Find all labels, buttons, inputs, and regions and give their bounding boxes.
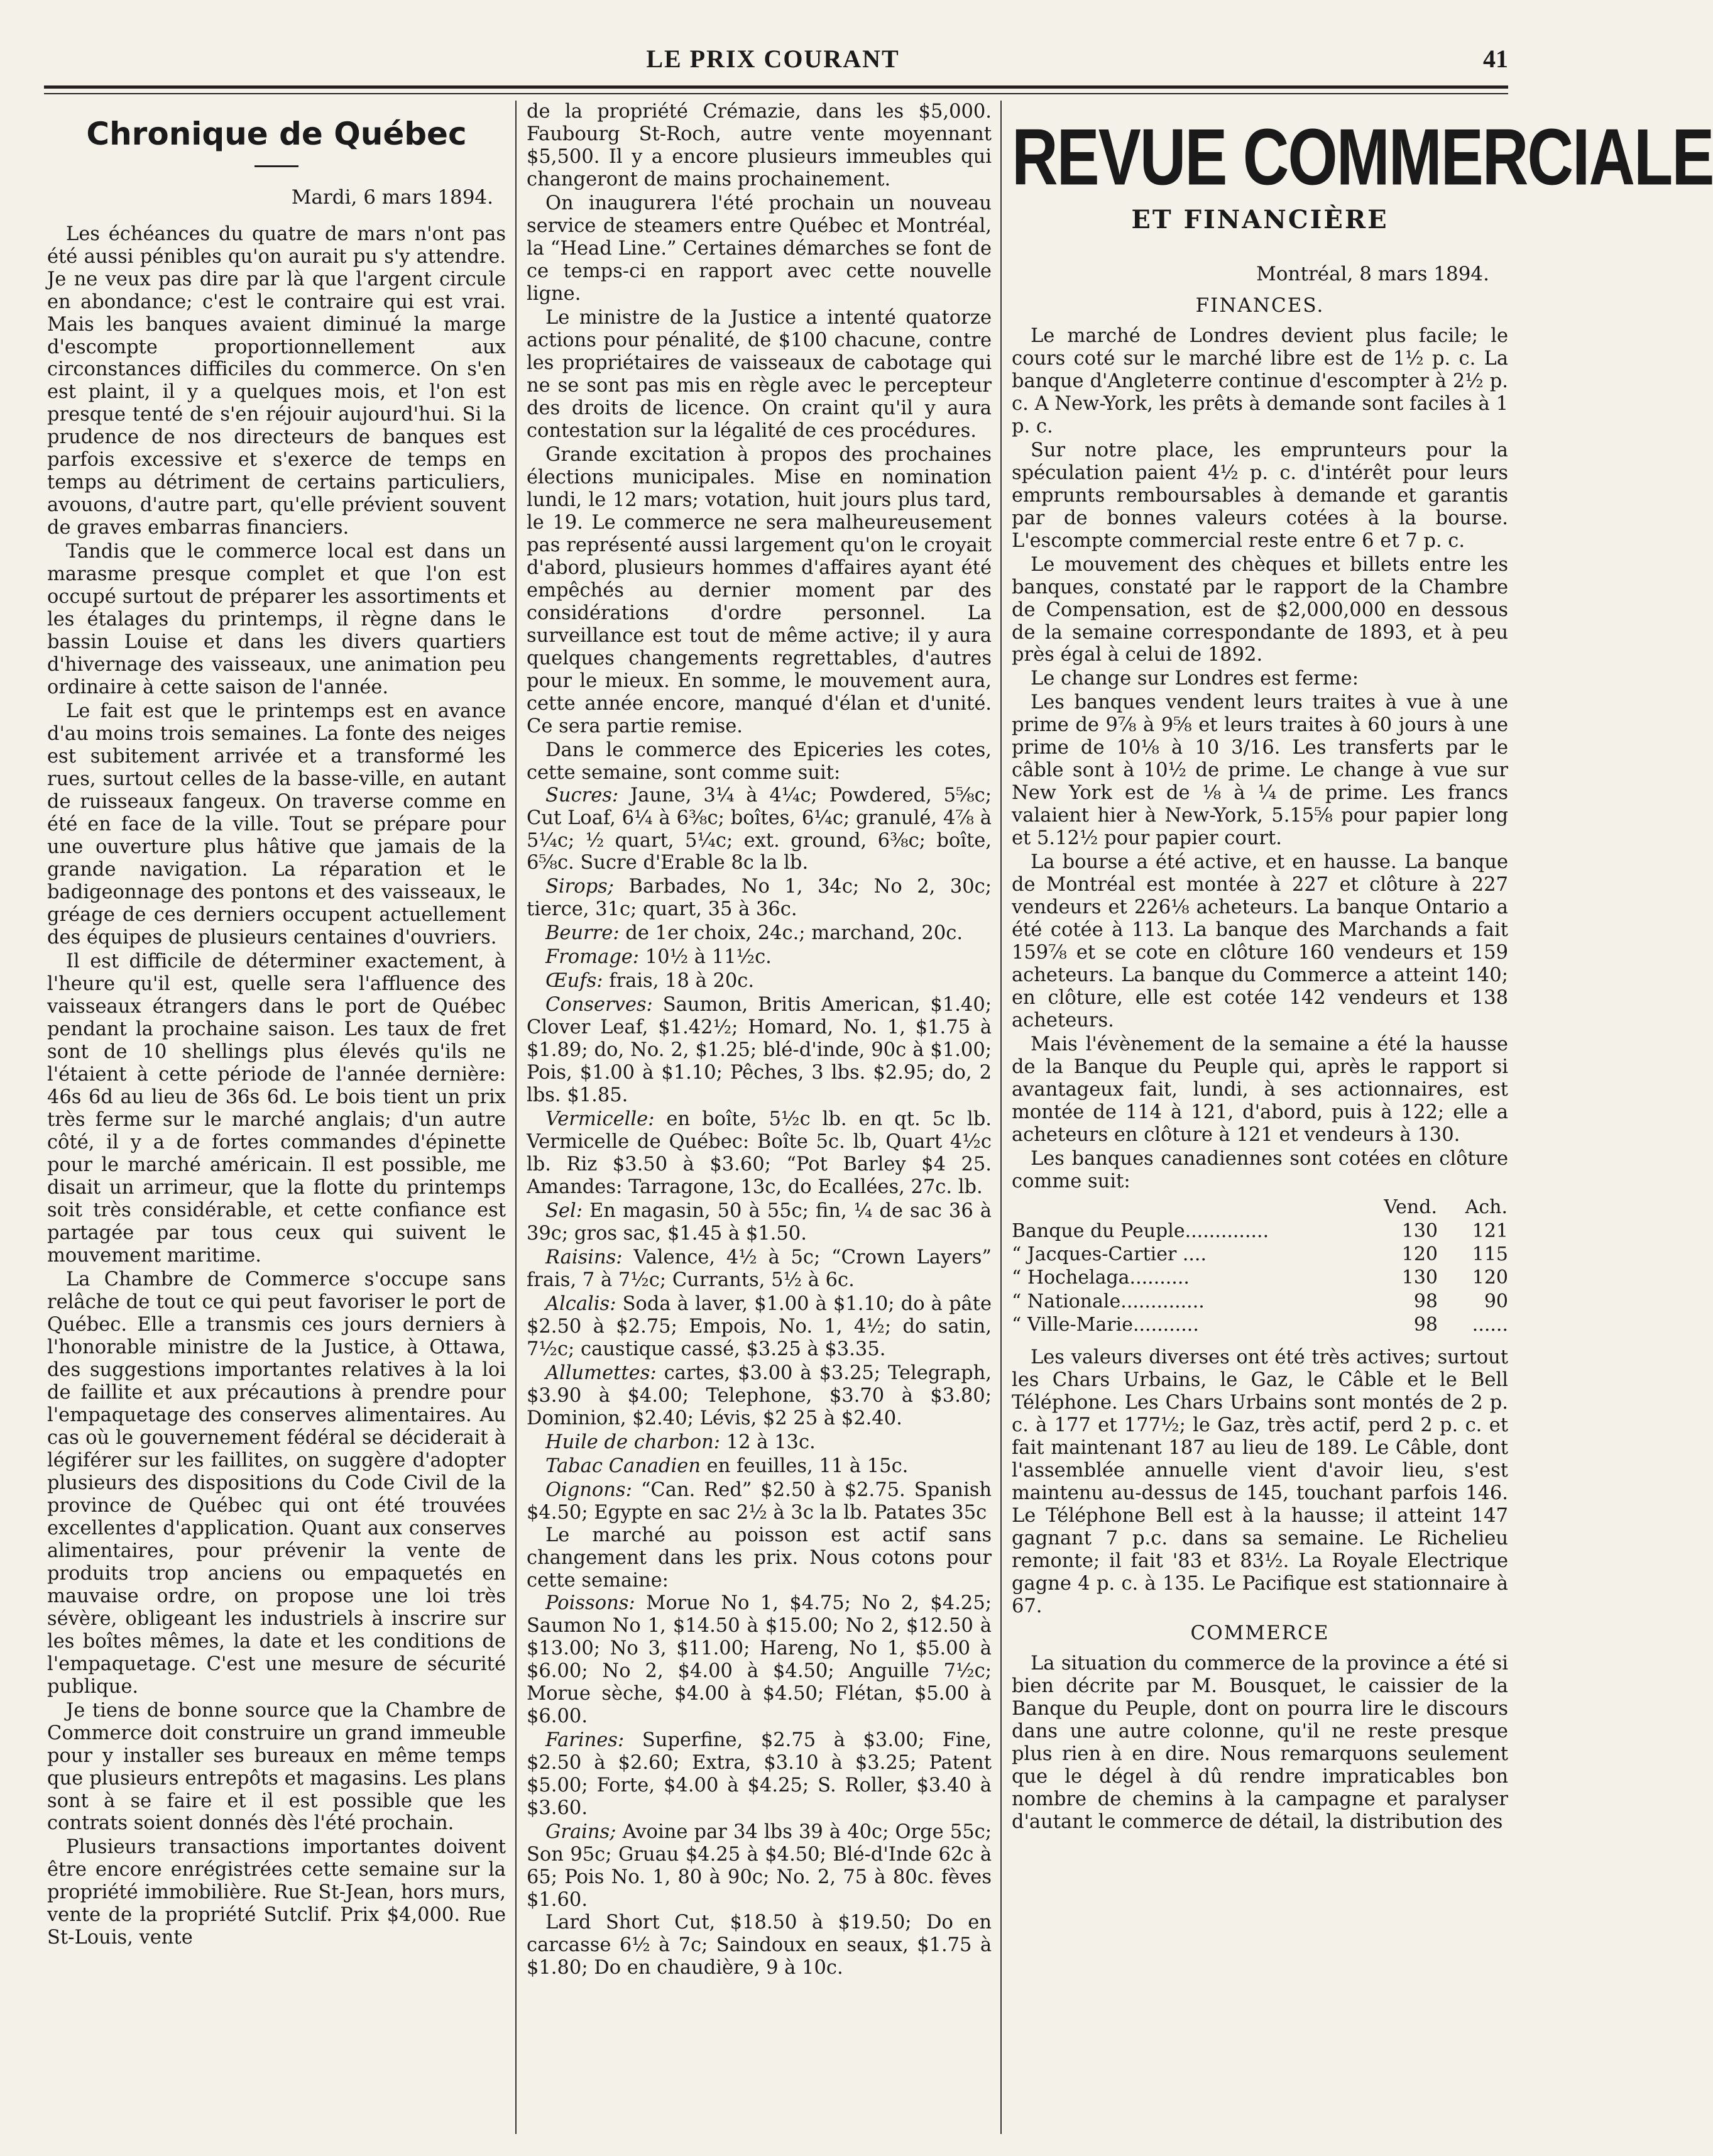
- price-entry-text: Avoine par 34 lbs 39 à 40c; Orge 55c; Son 95c; Gruau $4.25 à $4.50; Blé-d'Inde 62c à 65; Pois No. 1, 80 à 90c; No. 2, 75 à 80c. fèves $1.60.: [527, 1820, 992, 1911]
- header-rule-thin: [44, 93, 1508, 94]
- bank-ach: 121: [1472, 1219, 1508, 1242]
- price-entry: [527, 1592, 992, 1728]
- bank-vend: 98: [1413, 1314, 1438, 1336]
- bank-vend: 130: [1401, 1219, 1438, 1242]
- price-entry: [527, 994, 992, 1107]
- bank-quote-row: [1012, 1243, 1508, 1266]
- price-entry-label: Grains;: [545, 1820, 616, 1843]
- price-entry: [527, 1455, 992, 1478]
- price-entry: [527, 922, 992, 945]
- bank-ach: 120: [1472, 1267, 1508, 1289]
- revue-paragraph: Les banques canadiennes sont cotées en clôture comme suit:: [1012, 1148, 1508, 1193]
- revue-paragraph: La situation du commerce de la province a été si bien décrite par M. Bousquet, le caissier de la Banque du Peuple, dont on pourra lire le discours dans une autre colonne, qu'il ne reste presque plus rien à en dire. Nous remarquons seulement que le dégel à dû rendre impraticables bon nombre de chemins à la campagne et paralyser d'autant le commerce de détail, la distribution des: [1012, 1652, 1508, 1833]
- price-entry-text: de 1er choix, 24c.; marchand, 20c.: [619, 922, 963, 945]
- price-entry: [527, 970, 992, 993]
- bank-ach: 115: [1472, 1243, 1508, 1265]
- bank-vend: 98: [1413, 1290, 1438, 1312]
- price-entry-text: 10½ à 11½c.: [639, 946, 772, 969]
- price-entry-text: Jaune, 3¼ à 4¼c; Powdered, 5⅝c; Cut Loaf, 6¼ à 6⅜c; boîtes, 6¼c; granulé, 4⅞ à 5¼c; ½ quart, 5¼c; ext. ground, 6⅜c; boîte, 6⅝c. Sucre d'Erable 8c la lb.: [527, 784, 992, 874]
- revue-paragraph: Les banques vendent leurs traites à vue à une prime de 9⅞ à 9⅝ et leurs traites à 60 jours à une prime de 10⅛ à 10 3/16. Les transferts par le câble sont à 10½ de prime. Le change à vue sur New York est de ⅛ à ¼ de prime. Les francs valaient hier à New-York, 5.15⅝ pour papier long et 5.12½ pour papier court.: [1012, 691, 1508, 850]
- price-entry: [527, 1200, 992, 1245]
- price-entry: [527, 1293, 992, 1361]
- bank-quotes-body: [1012, 1219, 1508, 1337]
- revue-paragraph: Le change sur Londres est ferme:: [1031, 668, 1359, 690]
- revue-paragraph: La bourse a été active, et en hausse. La banque de Montréal est montée à 227 et clôture à 227 vendeurs et 226⅛ acheteurs. La banque Ontario a été cotée à 113. La banque des Marchands a fait 159⅞ et se cote en clôture 160 vendeurs et 159 acheteurs. La banque du Commerce a atteint 140; en clôture, elle est cotée 142 vendeurs et 138 acheteurs.: [1012, 851, 1508, 1032]
- bank-ach: 90: [1484, 1290, 1508, 1312]
- price-entry-label: Alcalis:: [545, 1293, 616, 1316]
- grocery-prices-list: [527, 784, 992, 1525]
- chronique-paragraph: Tandis que le commerce local est dans un marasme presque complet et que l'on est occupé surtout de préparer les assortiments et les étalages du printemps, il règne dans le bassin Louise et dans les divers quartiers d'hivernage des vaisseaux, une animation peu ordinaire à cette saison de l'année.: [47, 541, 506, 699]
- bank-name: Banque du Peuple..............: [1012, 1219, 1269, 1242]
- price-entry-text: Valence, 4½ à 5c; “Crown Layers” frais, 7 à 7½c; Currants, 5½ à 6c.: [527, 1246, 992, 1292]
- column-3: [1012, 101, 1713, 2134]
- price-entry-label: Sucres:: [545, 784, 619, 806]
- price-entry-label: Farines:: [545, 1729, 625, 1751]
- chronique-paragraph: Il est difficile de déterminer exactement, à l'heure qu'il est, quelle sera l'affluence des vaisseaux étrangers dans le port de Québec pendant la prochaine saison. Les taux de fret sont de 10 shellings plus élevés qu'ils ne l'étaient à cette période de l'année dernière: 46s 6d au lieu de 36s 6d. Le bois tient un prix très ferme sur le marché anglais; d'un autre côté, il y a de fortes commandes d'épinette pour le marché américain. Il est possible, me disait un arrimeur, que la flotte du printemps soit très considérable, et cette confiance est partagée par tous ceux qui suivent le mouvement maritime.: [47, 950, 506, 1267]
- page-header: [38, 38, 1508, 82]
- price-entry-text: en boîte, 5½c lb. en qt. 5c lb. Vermicelle de Québec: Boîte 5c. lb, Quart 4½c lb. Riz $3.50 à $3.60; “Pot Barley $4 25. Amandes: Tarragone, 13c, do Ecallées, 27c. lb.: [527, 1108, 992, 1199]
- bank-quotes-table: [1012, 1196, 1508, 1336]
- revue-date: Montréal, 8 mars 1894.: [1256, 262, 1489, 285]
- price-entry: [527, 1479, 992, 1524]
- chronique-paragraph: Dans le commerce des Epiceries les cotes, cette semaine, sont comme suit:: [527, 739, 992, 784]
- price-entry-label: Raisins:: [545, 1246, 623, 1269]
- price-entry-text: Morue No 1, $4.75; No 2, $4.25; Saumon No 1, $14.50 à $15.00; No 2, $12.50 à $13.00; No 3, $11.00; Hareng, No 1, $5.00 à $6.00; No 2, $4.00 à $4.50; Anguille 7½c; Morue sèche, $4.00 à $4.50; Flétan, $5.00 à $6.00.: [527, 1592, 992, 1727]
- price-entry: [527, 1362, 992, 1430]
- price-entry: [527, 1821, 992, 1911]
- finances-heading: FINANCES.: [1195, 294, 1325, 317]
- chronique-paragraph: Les échéances du quatre de mars n'ont pas été aussi pénibles qu'on aurait pu s'y attendre. Je ne veux pas dire par là que l'argent circule en abondance; c'est le contraire qui est vrai. Mais les banques avaient diminué la marge d'escompte proportionnellement aux circonstances difficiles du commerce. On s'en est plaint, il y a quelques mois, et l'on est presque tenté de s'en réjouir aujourd'hui. Si la prudence de nos directeurs de banques est parfois excessive et s'exerce de temps en temps au détriment de certains particuliers, avouons, d'autre part, qu'elle prévient souvent de graves embarras financiers.: [47, 223, 506, 539]
- price-entry: [527, 946, 992, 969]
- column-divider-1: [515, 101, 517, 2134]
- revue-paragraph: Sur notre place, les emprunteurs pour la spéculation paient 4½ p. c. d'intérêt pour leurs emprunts remboursables à demande et garantis par de bonnes valeurs cotées à la bourse. L'escompte commercial reste entre 6 et 7 p. c.: [1012, 439, 1508, 552]
- ach-header: Ach.: [1465, 1196, 1508, 1219]
- bank-name: “ Ville-Marie...........: [1012, 1314, 1199, 1336]
- chronique-paragraph: Grande excitation à propos des prochaines élections municipales. Mise en nomination lundi, le 12 mars; votation, huit jours plus tard, le 19. Le commerce ne sera malheureusement pas représenté aussi largement qu'on le croyait d'abord, plusieurs hommes d'affaires ayant été empêchés au dernier moment par des considérations d'ordre personnel. La surveillance est tout de même active; il y aura quelques changements regrettables, d'autres pour le mieux. En somme, le mouvement aura, cette année encore, manqué d'élan et d'unité. Ce sera partie remise.: [527, 443, 992, 737]
- price-entry-label: Beurre:: [545, 922, 620, 945]
- revue-paragraph: Mais l'évènement de la semaine a été la hausse de la Banque du Peuple qui, après le rapport si avantageux fait, lundi, à ses actionnaires, est montée de 114 à 121, d'abord, puis à 122; elle a acheteurs en clôture à 121 et vendeurs à 130.: [1012, 1033, 1508, 1147]
- price-entry: [527, 1431, 992, 1454]
- price-entry-text: 12 à 13c.: [720, 1431, 816, 1454]
- revue-paragraph: Le mouvement des chèques et billets entre les banques, constaté par le rapport de la Chambre de Compensation, est de $2,000,000 en dessous de la semaine correspondante de 1893, et à peu près égal à celui de 1892.: [1012, 553, 1508, 666]
- header-rule-thick: [44, 85, 1508, 89]
- price-entry-label: Conserves:: [545, 994, 653, 1016]
- price-entry-text: en feuilles, 11 à 15c.: [700, 1455, 909, 1478]
- price-entry-label: Poissons:: [545, 1592, 635, 1614]
- chronique-paragraph: Le marché au poisson est actif sans changement dans les prix. Nous cotons pour cette semaine:: [527, 1524, 992, 1592]
- price-entry-label: Fromage:: [545, 946, 640, 969]
- price-entry-label: Vermicelle:: [545, 1108, 655, 1131]
- price-entry-label: Sel:: [545, 1200, 583, 1223]
- chronique-paragraph: Je tiens de bonne source que la Chambre de Commerce doit construire un grand immeuble pour y installer ses bureaux en même temps que plusieurs entrepôts et magasins. Les plans sont à se faire et il est possible que les contrats soient donnés dès l'été prochain.: [47, 1699, 506, 1835]
- price-entry-label: Oignons:: [545, 1479, 632, 1502]
- bank-quote-row: [1012, 1266, 1508, 1289]
- chronique-date: Mardi, 6 mars 1894.: [291, 186, 493, 209]
- revue-paragraph: Le marché de Londres devient plus facile; le cours coté sur le marché libre est de 1½ p. c. La banque d'Angleterre continue d'escompter à 2½ p. c. A New-York, les prêts à demande sont faciles à 1 p. c.: [1012, 324, 1508, 437]
- price-entry-text: En magasin, 50 à 55c; fin, ¼ de sac 36 à 39c; gros sac, $1.45 à $1.50.: [527, 1200, 992, 1245]
- fish-prices-list: [527, 1592, 992, 1911]
- bank-ach: ......: [1472, 1314, 1508, 1336]
- price-entry-text: cartes, $3.00 à $3.25; Telegraph, $3.90 à $4.00; Telephone, $3.70 à $3.80; Dominion, $2.40; Lévis, $2 25 à $2.40.: [527, 1362, 992, 1430]
- price-entry-label: Huile de charbon:: [545, 1431, 721, 1454]
- chronique-title: Chronique de Québec: [86, 116, 467, 152]
- commerce-heading: COMMERCE: [1190, 1622, 1330, 1645]
- bank-vend: 130: [1401, 1267, 1438, 1289]
- bank-quotes-header: [1012, 1196, 1508, 1219]
- chronique-paragraph: Plusieurs transactions importantes doivent être encore enrégistrées cette semaine sur la propriété immobilière. Rue St-Jean, hors murs, vente de la propriété Sutclif. Prix $4,000. Rue St-Louis, vente: [47, 1836, 506, 1949]
- chronique-paragraph: Le fait est que le printemps est en avance d'au moins trois semaines. La fonte des neiges est subitement arrivée et a transformé les rues, surtout celles de la basse-ville, en autant de ruisseaux fangeux. On traverse comme en été en face de la ville. Tout se prépare pour une ouverture plus hâtive que jamais de la grande navigation. La réparation et le badigeonnage des pontons et des vaisseaux, le gréage de ces derniers occupent actuellement des équipes de plusieurs centaines d'ouvriers.: [47, 700, 506, 949]
- price-entry: [527, 876, 992, 921]
- price-entry-text: Saumon, Britis American, $1.40; Clover Leaf, $1.42½; Homard, No. 1, $1.75 à $1.89; do, No. 2, $1.25; blé-d'inde, 90c à $1.00; Pois, $1.00 à $1.10; Pêches, 3 lbs. $2.95; do, 2 lbs. $1.85.: [527, 994, 992, 1107]
- price-entry-label: Sirops;: [545, 876, 615, 898]
- price-entry-label: Tabac Canadien: [545, 1455, 701, 1478]
- price-entry: [527, 1246, 992, 1292]
- price-entry: [527, 1729, 992, 1820]
- price-entry-text: Barbades, No 1, 34c; No 2, 30c; tierce, 31c; quart, 35 à 36c.: [527, 876, 992, 921]
- column-2: [527, 101, 992, 2134]
- chronique-paragraph: de la propriété Crémazie, dans les $5,000. Faubourg St-Roch, autre vente moyennant $5,500. Il y a encore plusieurs immeubles qui changeront de mains prochainement.: [527, 101, 992, 190]
- chronique-paragraph: Le ministre de la Justice a intenté quatorze actions pour pénalité, de $100 chacune, contre les propriétaires de vaisseaux de cabotage qui ne se sont pas mis en règle avec le percepteur des droits de licence. On craint qu'il y aura contestation sur la légalité de ces procédures.: [527, 306, 992, 442]
- price-entry-text: Soda à laver, $1.00 à $1.10; do à pâte $2.50 à $2.75; Empois, No. 1, 4½; do satin, 7½c; caustique cassé, $3.25 à $3.35.: [527, 1293, 992, 1361]
- price-entry: [527, 784, 992, 875]
- vend-header: Vend.: [1384, 1196, 1437, 1219]
- chronique-paragraph: On inaugurera l'été prochain un nouveau service de steamers entre Québec et Montréal, la “Head Line.” Certaines démarches se font de ce temps-ci en rapport avec cette nouvelle ligne.: [527, 192, 992, 305]
- revue-title: REVUE COMMERCIALE: [1012, 112, 1713, 202]
- revue-subtitle: ET FINANCIÈRE: [1131, 205, 1389, 235]
- bank-vend: 120: [1401, 1243, 1438, 1265]
- bank-name: “ Hochelaga..........: [1012, 1267, 1190, 1289]
- price-entry-text: “Can. Red” $2.50 à $2.75. Spanish $4.50; Egypte en sac 2½ à 3c la lb. Patates 35c: [527, 1479, 992, 1524]
- page-number: 41: [1483, 45, 1508, 73]
- price-entry-text: Superfine, $2.75 à $3.00; Fine, $2.50 à $2.60; Extra, $3.10 à $3.25; Patent $5.00; Forte, $4.00 à $4.25; S. Roller, $3.40 à $3.60.: [527, 1729, 992, 1819]
- bank-name: “ Nationale..............: [1012, 1290, 1205, 1312]
- price-entry-label: Allumettes:: [545, 1362, 657, 1385]
- price-entry: [527, 1108, 992, 1199]
- column-1: [47, 101, 506, 2134]
- title-dash: [254, 165, 298, 167]
- bank-name: “ Jacques-Cartier ....: [1012, 1243, 1207, 1265]
- price-entry-label: Œufs:: [545, 970, 603, 993]
- bank-quote-row: [1012, 1290, 1508, 1313]
- chronique-paragraph: La Chambre de Commerce s'occupe sans relâche de tout ce qui peut favoriser le port de Québec. Elle a transmis ces jours derniers à l'honorable ministre de la Justice, à Ottawa, des suggestions importantes relatives à la loi de faillite et aux précautions à prendre pour l'empaquetage des conserves alimentaires. Au cas où le gouvernement fédéral se déciderait à légiférer sur les faillites, on suggère d'adopter plusieurs des dispositions du Code Civil de la province de Québec qui ont été trouvées excellentes d'application. Quant aux conserves alimentaires, pour prévenir la vente de produits trop anciens ou empaquetés en mauvaise ordre, on propose une loi très sévère, obligeant les industriels à inscrire sur les boîtes mêmes, la date et les conditions de l'empaquetage. C'est une mesure de sécurité publique.: [47, 1268, 506, 1698]
- bank-quote-row: [1012, 1219, 1508, 1243]
- column-divider-2: [1000, 101, 1002, 2134]
- bank-quote-row: [1012, 1313, 1508, 1336]
- chronique-paragraph: Lard Short Cut, $18.50 à $19.50; Do en carcasse 6½ à 7c; Saindoux en seaux, $1.75 à $1.80; Do en chaudière, 9 à 10c.: [527, 1911, 992, 1979]
- revue-paragraph: Les valeurs diverses ont été très actives; surtout les Chars Urbains, le Gaz, le Câble et le Bell Téléphone. Les Chars Urbains sont montés de 2 p. c. à 177 et 177½; le Gaz, très actif, perd 2 p. c. et fait maintenant 187 au lieu de 189. Le Câble, dont l'assemblée annuelle vient d'avoir lieu, s'est maintenu au-dessus de 145, touchant parfois 146. Le Téléphone Bell est à la hausse; il atteint 147 gagnant 7 p.c. dans sa semaine. Le Richelieu remonte; il fait '83 et 83½. La Royale Electrique gagne 4 p. c. à 135. Le Pacifique est stationnaire à 67.: [1012, 1346, 1508, 1618]
- price-entry-text: frais, 18 à 20c.: [603, 970, 755, 993]
- running-title: LE PRIX COURANT: [646, 45, 900, 73]
